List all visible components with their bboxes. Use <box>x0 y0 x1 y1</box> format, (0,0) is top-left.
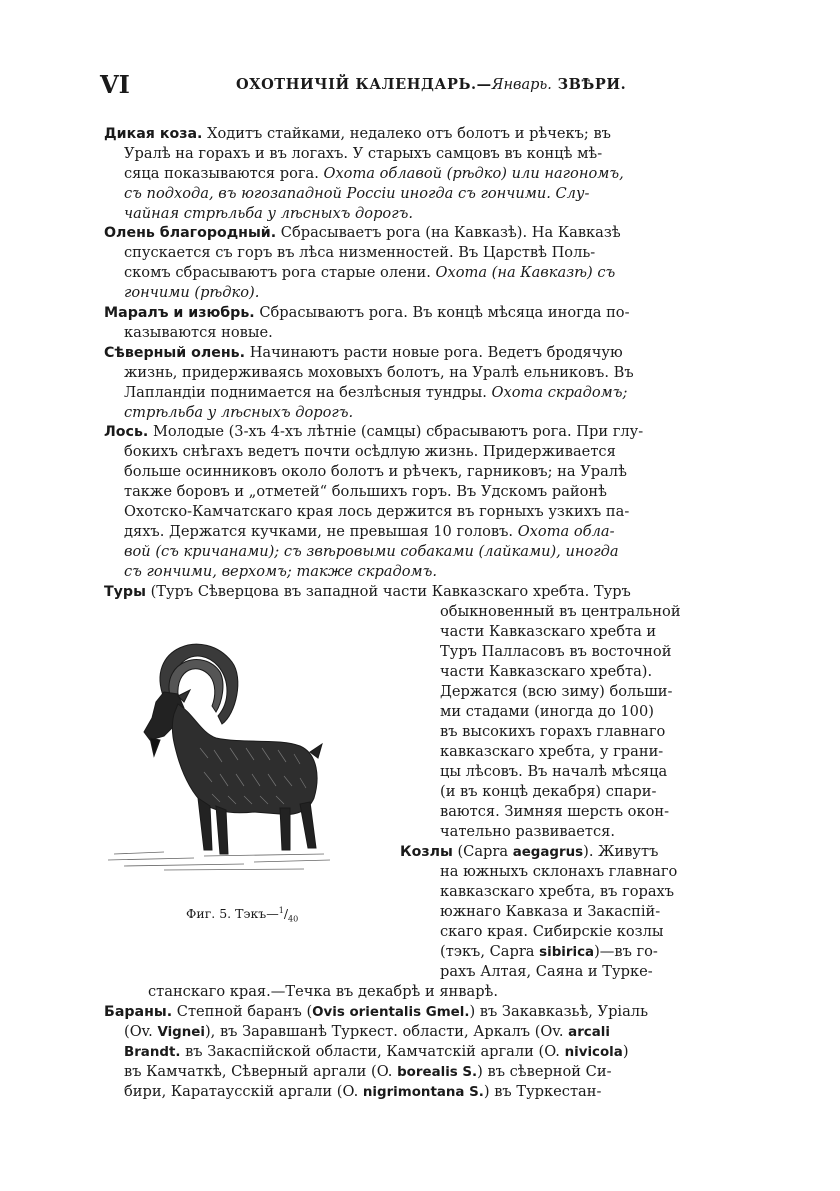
header-title: ОХОТНИЧІЙ КАЛЕНДАРЬ.— <box>236 76 492 93</box>
entry-kozly-line-last: станскаго края.—Течка въ декабрѣ и январѣ. <box>148 983 498 1000</box>
entry-term: Сѣверный олень. <box>104 345 246 361</box>
entry-tury-col-1: обыкновенный въ центральной <box>440 603 681 620</box>
entry-tury-col-7: въ высокихъ горахъ главнаго <box>440 723 666 740</box>
entry-los-line-2: бокихъ снѣгахъ ведетъ почти осѣдлую жизнь. Придерживается <box>124 443 616 460</box>
header-section: ЗВѢРИ. <box>557 76 627 93</box>
entry-tury-col-3: Туръ Палласовъ въ восточной <box>440 643 672 660</box>
entry-los-line-6: дяхъ. Держатся кучками, не превышая 10 головъ. Охота обла- <box>124 523 615 540</box>
entry-tury-col-4: части Кавказскаго хребта). <box>440 663 653 680</box>
entry-term: Маралъ и изюбрь. <box>104 305 255 321</box>
entry-olen-line-1: Олень благородный. Сбрасываетъ рога (на Кавказѣ). На Кавказѣ <box>104 224 621 241</box>
entry-koza-line-2: Уралѣ на горахъ и въ логахъ. У старыхъ самцовъ въ концѣ мѣ- <box>124 145 603 162</box>
entry-term: Бараны. <box>104 1004 173 1020</box>
entry-koza-line-1: Дикая коза. Ходитъ стайками, недалеко отъ болотъ и рѣчекъ; въ <box>104 125 611 142</box>
entry-barany-line-5: бири, Каратаусскій аргали (O. nigrimontana S.) въ Туркестан- <box>124 1083 602 1100</box>
entry-los-line-8: съ гончими, верхомъ; также скрадомъ. <box>124 563 437 580</box>
entry-tury-col-5: Держатся (всю зиму) больши- <box>440 683 673 700</box>
entry-koza-line-5: чайная стрѣльба у лѣсныхъ дорогъ. <box>124 205 413 222</box>
entry-barany-line-3: Brandt. въ Закаспійской области, Камчатскій аргали (O. nivicola) <box>124 1043 629 1060</box>
entry-barany-line-4: въ Камчаткѣ, Сѣверный аргали (O. borealis S.) въ сѣверной Си- <box>124 1063 612 1080</box>
entry-term: Дикая коза. <box>104 126 203 142</box>
entry-los-line-5: Охотско-Камчатскаго края лось держится въ горныхъ узкихъ па- <box>124 503 630 520</box>
entry-severny-line-1: Сѣверный олень. Начинаютъ расти новые рога. Ведетъ бродячую <box>104 344 623 361</box>
entry-severny-line-4: стрѣльба у лѣсныхъ дорогъ. <box>124 404 354 421</box>
entry-kozly-col-4: скаго края. Сибирскіе козлы <box>440 923 664 940</box>
entry-term: Козлы <box>400 844 453 860</box>
entry-term: Олень благородный. <box>104 225 277 241</box>
entry-tury-col-8: кавказскаго хребта, у грани- <box>440 743 664 760</box>
entry-tury-col-11: ваются. Зимняя шерсть окон- <box>440 803 670 820</box>
entry-olen-line-2: спускается съ горъ въ лѣса низменностей. Въ Царствѣ Поль- <box>124 244 596 261</box>
entry-olen-line-3: скомъ сбрасываютъ рога старые олени. Охота (на Кавказѣ) съ <box>124 264 616 281</box>
entry-los-line-1: Лось. Молодые (3-хъ 4-хъ лѣтніе (самцы) сбрасываютъ рога. При глу- <box>104 423 644 440</box>
entry-severny-line-2: жизнь, придерживаясь моховыхъ болотъ, на Уралѣ ельниковъ. Въ <box>124 364 634 381</box>
entry-tury-col-12: чательно развивается. <box>440 823 616 840</box>
figure-caption: Фиг. 5. $Тэкъ—^1/_{40}$ <box>186 906 299 924</box>
entry-kozly-col-1: на южныхъ склонахъ главнаго <box>440 863 678 880</box>
entry-kozly-col-2: кавказскаго хребта, въ горахъ <box>440 883 675 900</box>
entry-koza-line-3: сяца показываются рога. Охота облавой (рѣдко) или нагономъ, <box>124 165 624 182</box>
header-month: Январь. <box>491 77 552 93</box>
entry-term: Туры <box>104 584 146 600</box>
entry-maral-line-2: казываются новые. <box>124 324 273 341</box>
entry-barany-line-1: Бараны. Степной баранъ (Ovis orientalis Gmel.) въ Закавказьѣ, Уріаль <box>104 1003 649 1020</box>
entry-kozly-col-5: (тэкъ, Capra sibirica)—въ го- <box>440 943 658 960</box>
entry-kozly-line-1: Козлы (Capra aegagrus). Живутъ <box>400 843 659 860</box>
ibex-illustration <box>104 628 334 878</box>
entry-tury-col-6: ми стадами (иногда до 100) <box>440 703 654 720</box>
entry-tury-col-10: (и въ концѣ декабря) спари- <box>440 783 657 800</box>
entry-los-line-4: также боровъ и „отметей“ большихъ горъ. Въ Удскомъ районѣ <box>124 483 607 500</box>
entry-koza-line-4: съ подхода, въ югозападной Россіи иногда съ гончими. Слу- <box>124 185 590 202</box>
entry-tury-line-1: Туры (Туръ Сѣверцова въ западной части Кавказскаго хребта. Туръ <box>104 583 631 600</box>
entry-tury-col-2: части Кавказскаго хребта и <box>440 623 657 640</box>
entry-kozly-col-3: южнаго Кавказа и Закаспій- <box>440 903 661 920</box>
entry-los-line-3: больше осинниковъ около болотъ и рѣчекъ, гарниковъ; на Уралѣ <box>124 463 627 480</box>
entry-maral-line-1: Маралъ и изюбрь. Сбрасываютъ рога. Въ концѣ мѣсяца иногда по- <box>104 304 630 321</box>
entry-tury-col-9: цы лѣсовъ. Въ началѣ мѣсяца <box>440 763 668 780</box>
running-header <box>236 76 626 93</box>
entry-term: Лось. <box>104 424 149 440</box>
entry-olen-line-4: гончими (рѣдко). <box>124 284 260 301</box>
entry-los-line-7: вой (съ кричанами); съ звѣровыми собаками (лайками), иногда <box>124 543 619 560</box>
page-number: VI <box>100 70 130 99</box>
entry-severny-line-3: Лапландіи поднимается на безлѣсныя тундры. Охота скрадомъ; <box>124 384 628 401</box>
entry-barany-line-2: (Ov. Vignei), въ Заравшанѣ Туркест. области, Аркалъ (Ov. arcali <box>124 1023 610 1040</box>
entry-kozly-col-6: рахъ Алтая, Саяна и Турке- <box>440 963 653 980</box>
